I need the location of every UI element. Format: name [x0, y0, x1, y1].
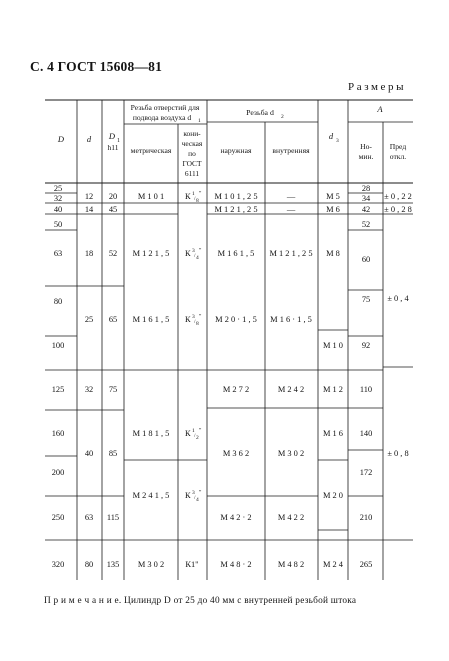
cell-nominal: 42 — [361, 205, 371, 214]
header-conical-5: 6111 — [184, 169, 200, 178]
cell-D: 125 — [51, 385, 65, 394]
svg-text:": " — [199, 490, 202, 496]
svg-text:4: 4 — [196, 255, 199, 261]
cell-outer: М 2 0 · 1 , 5 — [215, 315, 257, 324]
cell-nominal: 92 — [361, 341, 371, 350]
cell-deviation: ± 0 , 4 — [387, 294, 409, 303]
cell-metric: М 1 8 1 , 5 — [132, 429, 170, 438]
svg-text:3: 3 — [192, 248, 195, 254]
svg-text:": " — [199, 191, 202, 197]
cell-d: 25 — [84, 315, 94, 324]
cell-d: 18 — [84, 249, 94, 258]
cell-conical — [185, 428, 202, 441]
cell-deviation: ± 0 , 2 2 — [384, 192, 412, 201]
cell-D: 32 — [53, 194, 63, 203]
header-nominal-2: мин. — [358, 152, 374, 161]
cell-d3: М 2 4 — [322, 560, 344, 569]
cell-nominal: 28 — [361, 184, 371, 193]
cell-nominal: 265 — [359, 560, 373, 569]
header-conical-1: кони- — [183, 129, 201, 138]
svg-text:К: К — [185, 429, 191, 438]
cell-d3: М 1 6 — [322, 429, 344, 438]
cell-outer: М 1 6 1 , 5 — [217, 249, 255, 258]
cell-inner: — — [286, 192, 296, 201]
cell-D: 250 — [51, 513, 65, 522]
cell-conical — [185, 191, 202, 204]
header-thread-holes-line2: подвода воздуха d — [132, 113, 192, 122]
cell-nominal: 110 — [359, 385, 373, 394]
svg-text:8: 8 — [196, 321, 199, 327]
header-conical-4: ГОСТ — [182, 159, 202, 168]
cell-d3: М 5 — [326, 192, 340, 201]
cell-d: 32 — [84, 385, 94, 394]
cell-outer: М 3 6 2 — [222, 449, 250, 458]
cell-inner: М 4 8 2 — [277, 560, 305, 569]
cell-outer: М 1 2 1 , 2 5 — [214, 205, 258, 214]
svg-text:2: 2 — [196, 435, 199, 441]
cell-outer: М 4 2 · 2 — [220, 513, 252, 522]
svg-text:3: 3 — [192, 490, 195, 496]
cell-d: 80 — [84, 560, 94, 569]
cell-outer: М 4 8 · 2 — [220, 560, 252, 569]
header-thread-d2-sub: 2 — [281, 114, 284, 120]
table-grid — [45, 100, 413, 580]
cell-D: 100 — [51, 341, 65, 350]
cell-D1: 52 — [108, 249, 118, 258]
svg-text:К: К — [185, 249, 191, 258]
header-thread-holes-line1: Резьба отверстий для — [130, 103, 200, 112]
svg-text:1: 1 — [192, 191, 195, 197]
cell-inner: — — [286, 205, 296, 214]
header-metric: метрическая — [130, 146, 172, 155]
svg-text:": " — [199, 248, 202, 254]
cell-D1: 20 — [108, 192, 118, 201]
cell-nominal: 34 — [361, 194, 371, 203]
cell-nominal: 140 — [359, 429, 373, 438]
cell-outer: М 1 0 1 , 2 5 — [214, 192, 258, 201]
svg-text:/: / — [194, 253, 196, 259]
header-d: d — [86, 134, 92, 144]
svg-text:": " — [199, 428, 202, 434]
page-header: С. 4 ГОСТ 15608—81 — [30, 59, 163, 74]
svg-text:/: / — [194, 433, 196, 439]
header-inner: внутренняя — [272, 146, 310, 155]
header-A: A — [377, 104, 383, 114]
svg-text:/: / — [194, 319, 196, 325]
svg-text:4: 4 — [196, 497, 199, 503]
section-caption: Размеры — [348, 81, 407, 93]
cell-D1: 115 — [106, 513, 120, 522]
cell-metric: М 2 4 1 , 5 — [132, 491, 170, 500]
cell-conical — [185, 248, 202, 261]
cell-nominal: 60 — [361, 255, 371, 264]
cell-conical — [185, 490, 202, 503]
table-note: П р и м е ч а н и е. Цилиндр D от 25 до 40 мм с внутренней резьбой штока — [44, 596, 357, 606]
cell-d3: М 8 — [326, 249, 340, 258]
header-conical-2: ческая — [181, 139, 203, 148]
cell-deviation: ± 0 , 2 8 — [384, 205, 412, 214]
svg-text:/: / — [194, 196, 196, 202]
cell-D1: 45 — [108, 205, 118, 214]
svg-text:К: К — [185, 192, 191, 201]
header-deviation-1: Пред — [389, 142, 407, 151]
header-D1: D — [108, 131, 116, 141]
cell-D: 160 — [51, 429, 65, 438]
svg-text:1: 1 — [192, 428, 195, 434]
cell-d: 40 — [84, 449, 94, 458]
cell-D1: 75 — [108, 385, 118, 394]
svg-text:8: 8 — [196, 198, 199, 204]
cell-metric: М 3 0 2 — [137, 560, 165, 569]
cell-nominal: 172 — [359, 468, 373, 477]
cell-d: 63 — [84, 513, 94, 522]
header-d3: d — [328, 131, 334, 141]
cell-D: 25 — [53, 184, 63, 193]
header-D: D — [57, 134, 65, 144]
svg-text:/: / — [194, 495, 196, 501]
header-outer: наружная — [220, 146, 252, 155]
svg-text:": " — [199, 314, 202, 320]
cell-d: 14 — [84, 205, 94, 214]
cell-d: 12 — [84, 192, 94, 201]
cell-metric: М 1 2 1 , 5 — [132, 249, 170, 258]
header-thread-holes-sub: 1 — [198, 118, 201, 124]
cell-d3: М 1 2 — [322, 385, 344, 394]
svg-text:К: К — [185, 491, 191, 500]
cell-metric: М 1 0 1 — [137, 192, 165, 201]
cell-inner: М 4 2 2 — [277, 513, 305, 522]
header-conical-3: по — [188, 149, 196, 158]
cell-D: 40 — [53, 205, 63, 214]
cell-D1: 135 — [106, 560, 120, 569]
cell-d3: М 2 0 — [322, 491, 344, 500]
header-deviation-2: откл. — [389, 152, 407, 161]
cell-nominal: 210 — [359, 513, 373, 522]
cell-D: 80 — [53, 297, 63, 306]
cell-metric: М 1 6 1 , 5 — [132, 315, 170, 324]
cell-D1: 85 — [108, 449, 118, 458]
cell-inner: М 1 6 · 1 , 5 — [270, 315, 312, 324]
cell-inner: М 2 4 2 — [277, 385, 305, 394]
cell-nominal: 52 — [361, 220, 371, 229]
header-D1-sub: 1 — [117, 138, 120, 144]
cell-d3: М 6 — [326, 205, 340, 214]
cell-deviation: ± 0 , 8 — [387, 449, 409, 458]
header-thread-d2: Резьба d — [246, 108, 274, 117]
header-nominal-1: Но- — [360, 142, 372, 151]
cell-inner: М 1 2 1 , 2 5 — [269, 249, 313, 258]
cell-conical — [185, 314, 202, 327]
cell-D: 320 — [51, 560, 65, 569]
cell-D: 200 — [51, 468, 65, 477]
header-D1-tol: h11 — [107, 143, 119, 152]
svg-text:3: 3 — [192, 314, 195, 320]
cell-inner: М 3 0 2 — [277, 449, 305, 458]
svg-text:К: К — [185, 315, 191, 324]
cell-conical: К1" — [185, 560, 199, 569]
cell-D1: 65 — [108, 315, 118, 324]
cell-D: 63 — [53, 249, 63, 258]
cell-nominal: 75 — [361, 295, 371, 304]
cell-d3: М 1 0 — [322, 341, 344, 350]
header-d3-sub: 3 — [336, 138, 339, 144]
cell-D: 50 — [53, 220, 63, 229]
cell-outer: М 2 7 2 — [222, 385, 250, 394]
